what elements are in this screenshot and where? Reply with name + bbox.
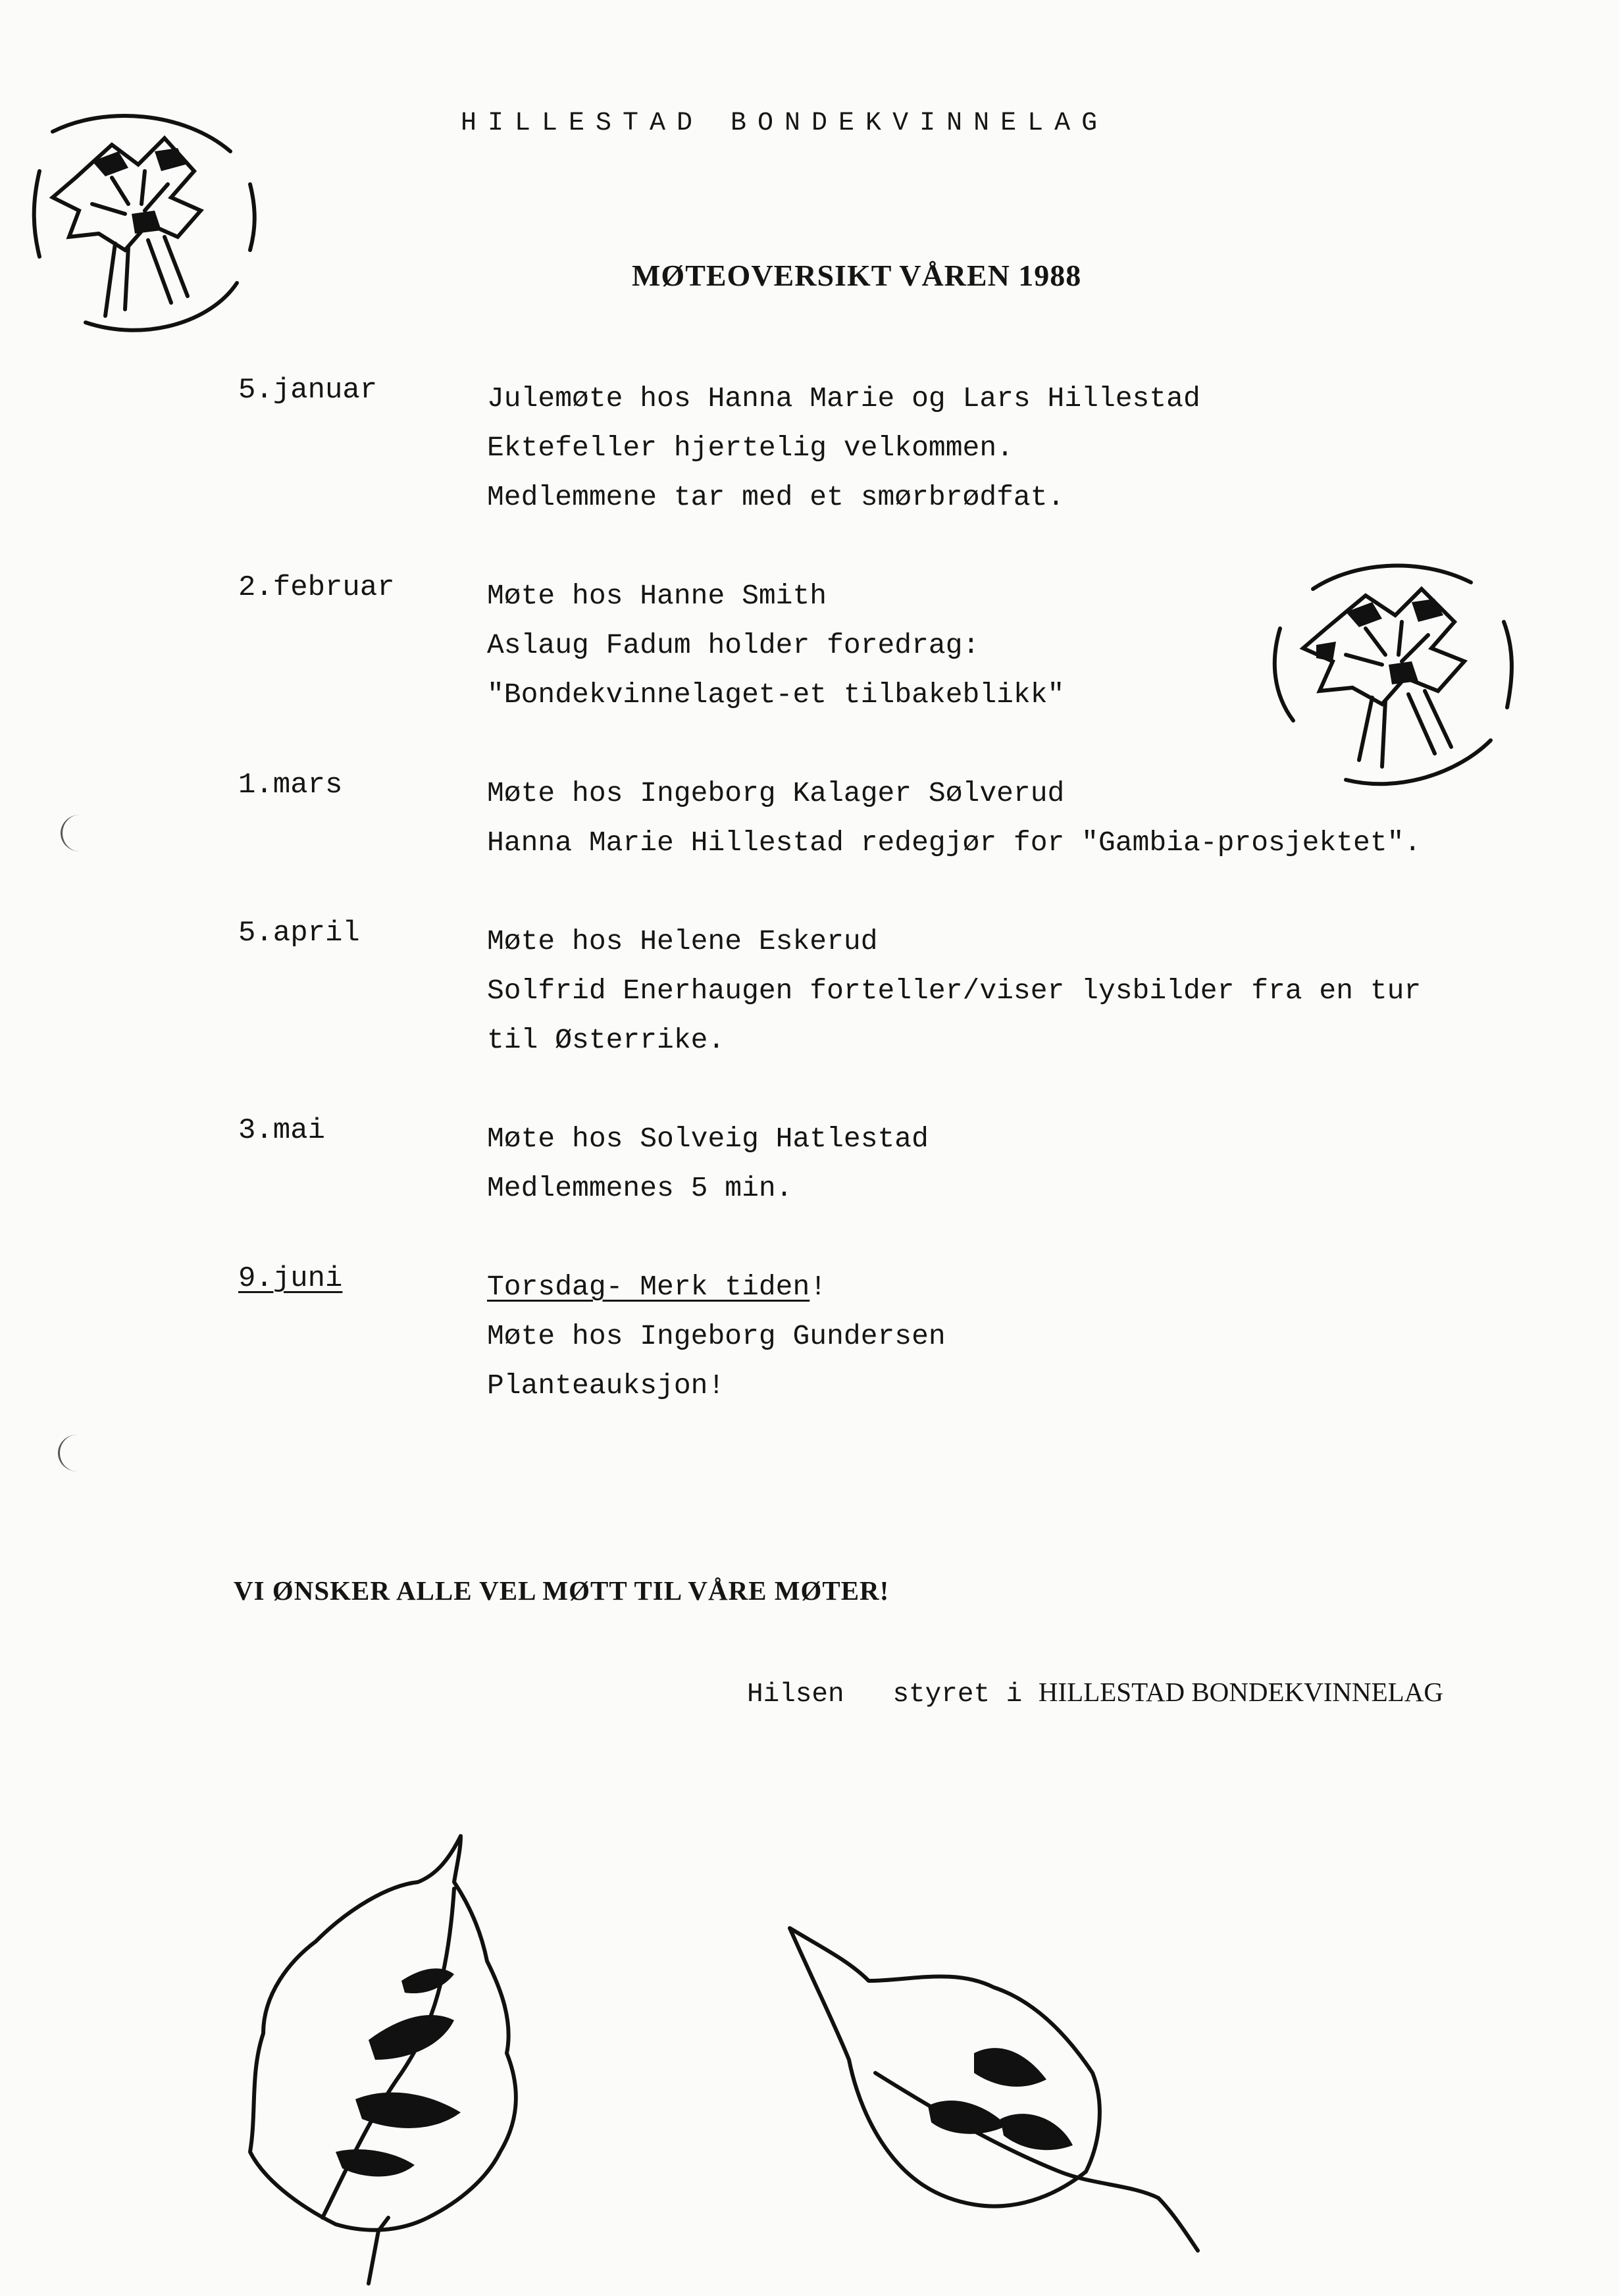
- entry-line: "Bondekvinnelaget-et tilbakeblikk": [487, 678, 1065, 711]
- entry-line: Møte hos Ingeborg Kalager Sølverud: [487, 777, 1065, 809]
- entry-date: 3.mai: [238, 1114, 326, 1147]
- entry-line-suffix: !: [810, 1271, 827, 1303]
- entry-line: Møte hos Ingeborg Gundersen: [487, 1320, 946, 1352]
- entry-line: Aslaug Fadum holder foredrag:: [487, 629, 980, 661]
- entry-line: [487, 1262, 1474, 1312]
- entry-date: 1.mars: [238, 769, 343, 802]
- signature-group: HILLESTAD BONDEKVINNELAG: [1038, 1677, 1443, 1707]
- entry-line: Solfrid Enerhaugen forteller/viser lysbilder fra en tur: [487, 975, 1422, 1007]
- leaf-illustration-left: [237, 1823, 579, 2290]
- closing-message: VI ØNSKER ALLE VEL MØTT TIL VÅRE MØTER!: [234, 1575, 890, 1606]
- leaf-illustration-right: [777, 1908, 1211, 2264]
- entry-line: Medlemmenes 5 min.: [487, 1172, 793, 1204]
- entry-line-underlined: Torsdag- Merk tiden: [487, 1271, 810, 1303]
- entry-details: [487, 1114, 1474, 1213]
- entry-details: [487, 374, 1474, 522]
- entry-date: 5.april: [238, 917, 360, 950]
- entry-date: 9.juni: [238, 1262, 343, 1295]
- entry-date: 5.januar: [238, 374, 378, 407]
- entry-line: Møte hos Solveig Hatlestad: [487, 1123, 929, 1155]
- entry-line: Ektefeller hjertelig velkommen.: [487, 432, 1014, 464]
- entry-line: Møte hos Hanne Smith: [487, 580, 827, 612]
- entry-line: Hanna Marie Hillestad redegjør for "Gambia-prosjektet".: [487, 827, 1422, 859]
- signature-greeting: Hilsen: [747, 1679, 844, 1710]
- entry-line: Planteauksjon!: [487, 1369, 725, 1402]
- entry-date: 2.februar: [238, 571, 395, 604]
- entry-details: [487, 917, 1474, 1065]
- entry-details: [487, 1262, 1474, 1410]
- entry-line: Medlemmene tar med et smørbrødfat.: [487, 481, 1065, 513]
- entry-details: [487, 769, 1474, 867]
- entry-details: [487, 571, 1474, 719]
- bow-emblem-top-left: [13, 99, 263, 349]
- signature-from: styret i: [892, 1679, 1023, 1710]
- punch-hole-mark: [58, 1435, 97, 1471]
- signature: [747, 1676, 1443, 1710]
- organization-title: HILLESTAD BONDEKVINNELAG: [461, 109, 1109, 138]
- entry-line: til Østerrike.: [487, 1024, 725, 1056]
- entry-line: Møte hos Helene Eskerud: [487, 925, 878, 957]
- punch-hole-mark: [61, 815, 99, 852]
- entry-line: Julemøte hos Hanna Marie og Lars Hillestad: [487, 382, 1200, 415]
- document-subtitle: MØTEOVERSIKT VÅREN 1988: [632, 259, 1082, 292]
